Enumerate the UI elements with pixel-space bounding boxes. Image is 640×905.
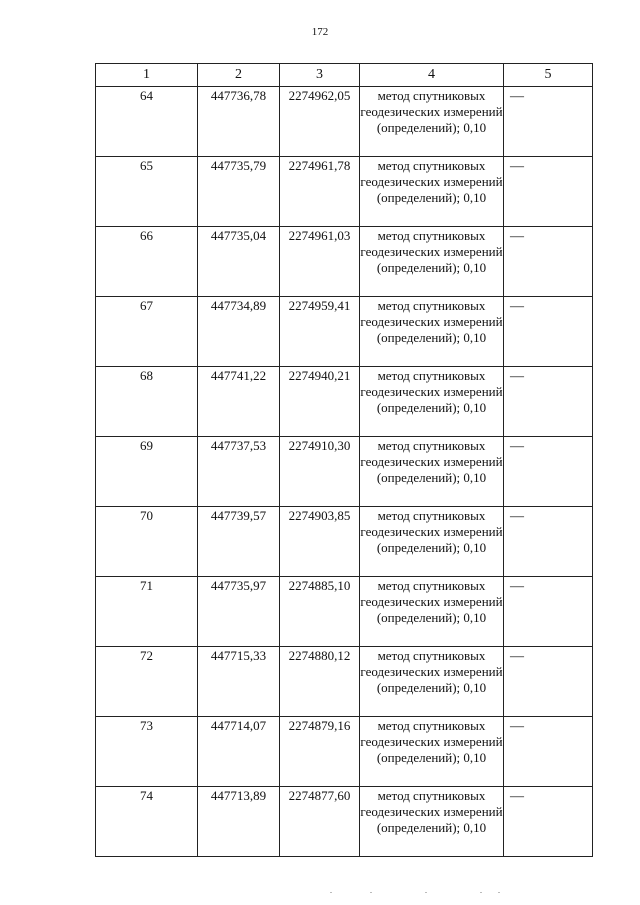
description-cell-text: — xyxy=(510,229,524,244)
method-cell xyxy=(360,157,504,227)
page-number: 172 xyxy=(311,26,329,38)
description-cell xyxy=(504,157,593,227)
method-cell xyxy=(360,647,504,717)
y-coordinate-cell xyxy=(280,367,360,437)
point-number-cell-text: 67 xyxy=(140,298,153,313)
method-cell-text: метод спутниковых геодезических измерений (определений); 0,10 xyxy=(360,578,503,625)
table-row xyxy=(96,787,593,857)
point-number-cell xyxy=(96,647,198,717)
method-cell xyxy=(360,87,504,157)
point-number-cell xyxy=(96,297,198,367)
method-cell xyxy=(360,787,504,857)
description-cell-text: — xyxy=(510,649,524,664)
method-cell-text: метод спутниковых геодезических измерений (определений); 0,10 xyxy=(360,368,503,415)
y-coordinate-cell xyxy=(280,507,360,577)
column-header: 3 xyxy=(280,64,360,87)
x-coordinate-cell xyxy=(198,367,280,437)
scan-artifacts xyxy=(330,892,530,896)
y-coordinate-cell-text: 2274877,60 xyxy=(288,788,351,803)
description-cell-text: — xyxy=(510,719,524,734)
y-coordinate-cell-text: 2274961,03 xyxy=(288,228,351,243)
column-header: 2 xyxy=(198,64,280,87)
table-row xyxy=(96,157,593,227)
point-number-cell xyxy=(96,227,198,297)
point-number-cell xyxy=(96,717,198,787)
y-coordinate-cell xyxy=(280,787,360,857)
method-cell-text: метод спутниковых геодезических измерений (определений); 0,10 xyxy=(360,648,503,695)
method-cell xyxy=(360,507,504,577)
coordinates-table xyxy=(95,63,593,857)
table-row xyxy=(96,647,593,717)
description-cell-text: — xyxy=(510,789,524,804)
point-number-cell-text: 65 xyxy=(140,158,153,173)
description-cell-text: — xyxy=(510,579,524,594)
description-cell-text: — xyxy=(510,299,524,314)
point-number-cell-text: 66 xyxy=(140,228,153,243)
method-cell xyxy=(360,437,504,507)
y-coordinate-cell-text: 2274885,10 xyxy=(288,578,351,593)
point-number-cell-text: 72 xyxy=(140,648,153,663)
method-cell xyxy=(360,297,504,367)
method-cell-text: метод спутниковых геодезических измерений (определений); 0,10 xyxy=(360,298,503,345)
x-coordinate-cell xyxy=(198,647,280,717)
y-coordinate-cell xyxy=(280,437,360,507)
x-coordinate-cell xyxy=(198,437,280,507)
x-coordinate-cell-text: 447737,53 xyxy=(210,438,267,453)
table-row xyxy=(96,717,593,787)
point-number-cell xyxy=(96,787,198,857)
x-coordinate-cell xyxy=(198,787,280,857)
table-row xyxy=(96,577,593,647)
description-cell xyxy=(504,507,593,577)
y-coordinate-cell-text: 2274940,21 xyxy=(288,368,351,383)
table-row xyxy=(96,367,593,437)
point-number-cell-text: 73 xyxy=(140,718,153,733)
x-coordinate-cell-text: 447739,57 xyxy=(210,508,267,523)
y-coordinate-cell xyxy=(280,227,360,297)
method-cell xyxy=(360,367,504,437)
description-cell xyxy=(504,787,593,857)
x-coordinate-cell xyxy=(198,297,280,367)
point-number-cell-text: 68 xyxy=(140,368,153,383)
description-cell xyxy=(504,87,593,157)
x-coordinate-cell xyxy=(198,577,280,647)
x-coordinate-cell-text: 447741,22 xyxy=(210,368,267,383)
method-cell-text: метод спутниковых геодезических измерений (определений); 0,10 xyxy=(360,718,503,765)
y-coordinate-cell xyxy=(280,717,360,787)
table-row xyxy=(96,297,593,367)
y-coordinate-cell xyxy=(280,577,360,647)
description-cell-text: — xyxy=(510,439,524,454)
method-cell-text: метод спутниковых геодезических измерений (определений); 0,10 xyxy=(360,788,503,835)
y-coordinate-cell-text: 2274910,30 xyxy=(288,438,351,453)
description-cell-text: — xyxy=(510,369,524,384)
x-coordinate-cell-text: 447714,07 xyxy=(210,718,267,733)
point-number-cell-text: 64 xyxy=(140,88,153,103)
x-coordinate-cell-text: 447734,89 xyxy=(210,298,267,313)
method-cell xyxy=(360,717,504,787)
point-number-cell-text: 69 xyxy=(140,438,153,453)
method-cell-text: метод спутниковых геодезических измерений (определений); 0,10 xyxy=(360,228,503,275)
y-coordinate-cell-text: 2274880,12 xyxy=(288,648,351,663)
x-coordinate-cell xyxy=(198,157,280,227)
table-header-row xyxy=(96,64,593,87)
table-body xyxy=(96,64,593,857)
x-coordinate-cell xyxy=(198,87,280,157)
point-number-cell-text: 74 xyxy=(140,788,153,803)
description-cell xyxy=(504,367,593,437)
x-coordinate-cell-text: 447735,04 xyxy=(210,228,267,243)
y-coordinate-cell xyxy=(280,647,360,717)
x-coordinate-cell-text: 447735,79 xyxy=(210,158,267,173)
point-number-cell xyxy=(96,577,198,647)
x-coordinate-cell xyxy=(198,507,280,577)
description-cell xyxy=(504,297,593,367)
y-coordinate-cell xyxy=(280,157,360,227)
method-cell-text: метод спутниковых геодезических измерений (определений); 0,10 xyxy=(360,88,503,135)
column-header: 4 xyxy=(360,64,504,87)
description-cell-text: — xyxy=(510,509,524,524)
x-coordinate-cell-text: 447736,78 xyxy=(210,88,267,103)
table-row xyxy=(96,507,593,577)
y-coordinate-cell xyxy=(280,297,360,367)
y-coordinate-cell xyxy=(280,87,360,157)
y-coordinate-cell-text: 2274962,05 xyxy=(288,88,351,103)
description-cell xyxy=(504,437,593,507)
description-cell-text: — xyxy=(510,159,524,174)
y-coordinate-cell-text: 2274959,41 xyxy=(288,298,351,313)
description-cell xyxy=(504,647,593,717)
x-coordinate-cell-text: 447735,97 xyxy=(210,578,267,593)
table-row xyxy=(96,87,593,157)
point-number-cell xyxy=(96,157,198,227)
table-row xyxy=(96,437,593,507)
method-cell-text: метод спутниковых геодезических измерений (определений); 0,10 xyxy=(360,158,503,205)
description-cell xyxy=(504,577,593,647)
point-number-cell xyxy=(96,507,198,577)
method-cell xyxy=(360,577,504,647)
description-cell xyxy=(504,717,593,787)
description-cell xyxy=(504,227,593,297)
table-row xyxy=(96,227,593,297)
x-coordinate-cell xyxy=(198,717,280,787)
method-cell-text: метод спутниковых геодезических измерений (определений); 0,10 xyxy=(360,438,503,485)
point-number-cell xyxy=(96,87,198,157)
method-cell-text: метод спутниковых геодезических измерений (определений); 0,10 xyxy=(360,508,503,555)
point-number-cell-text: 70 xyxy=(140,508,153,523)
x-coordinate-cell xyxy=(198,227,280,297)
point-number-cell xyxy=(96,437,198,507)
x-coordinate-cell-text: 447713,89 xyxy=(210,788,267,803)
point-number-cell-text: 71 xyxy=(140,578,153,593)
method-cell xyxy=(360,227,504,297)
column-header: 1 xyxy=(96,64,198,87)
y-coordinate-cell-text: 2274903,85 xyxy=(288,508,351,523)
y-coordinate-cell-text: 2274961,78 xyxy=(288,158,351,173)
point-number-cell xyxy=(96,367,198,437)
column-header: 5 xyxy=(504,64,593,87)
x-coordinate-cell-text: 447715,33 xyxy=(210,648,267,663)
y-coordinate-cell-text: 2274879,16 xyxy=(288,718,351,733)
description-cell-text: — xyxy=(510,89,524,104)
